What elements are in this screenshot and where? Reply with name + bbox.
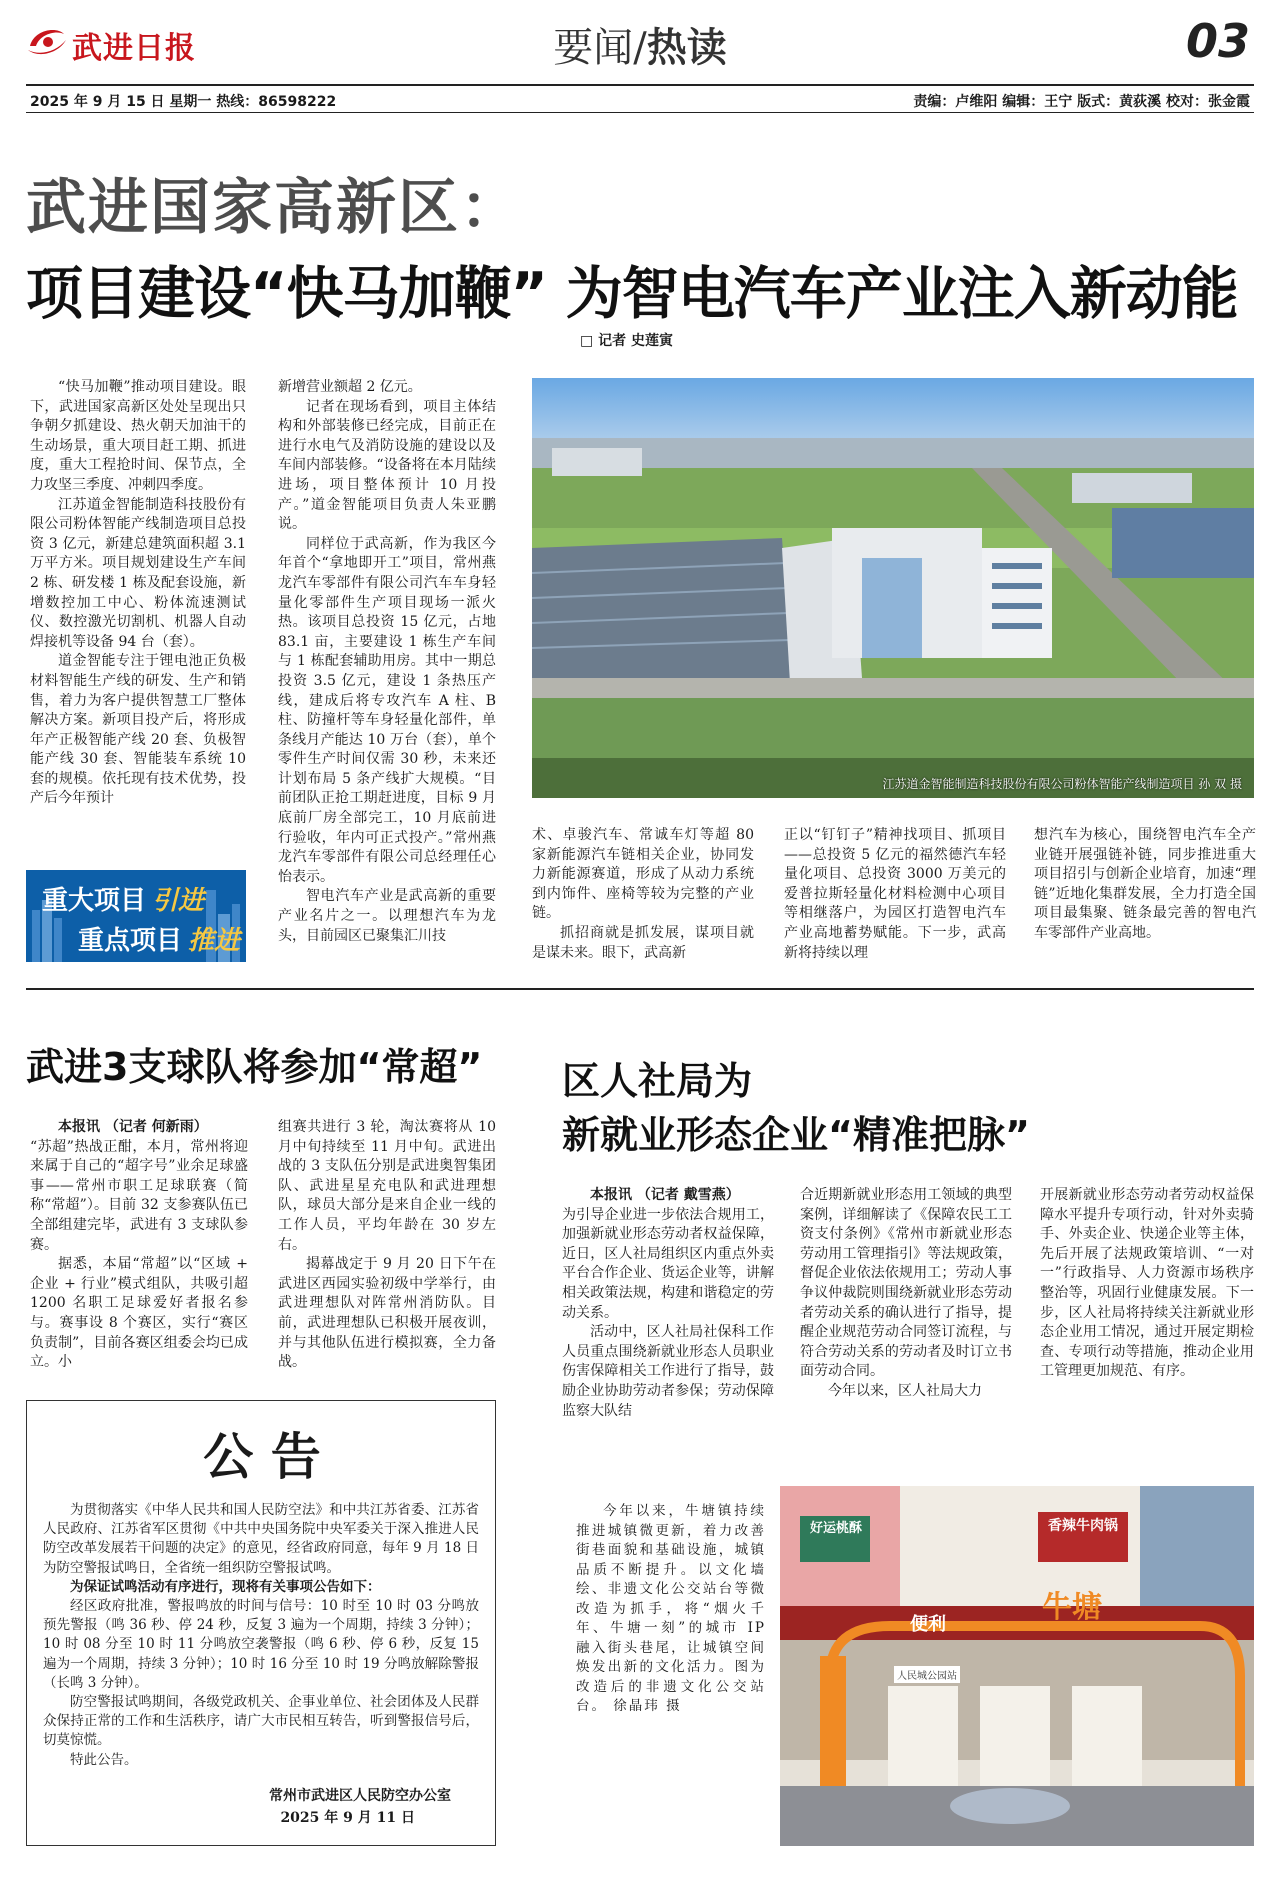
air-raid-notice xyxy=(26,1400,496,1846)
lead-col3-para: 术、卓骏汽车、常诚车灯等超 80 家新能源汽车链相关企业，协同发力新能源赛道，形成了从动力系统到内饰件、座椅等较为完整的产业链。 xyxy=(532,827,754,922)
shop-sign-2: 香辣牛肉锅 xyxy=(1048,1518,1118,1534)
lead-col1-para: “快马加鞭”推动项目建设。眼下，武进国家高新区处处呈现出只争朝夕抓建设、热火朝天加油干的生动场景，重大项目赶工期、抓进度，重大工程抢时间、保节点，全力攻坚三季度、冲刺四季度。 xyxy=(30,379,246,493)
page-number: 03 xyxy=(1185,14,1250,68)
notice-body xyxy=(43,1501,479,1770)
notice-para: 防空警报试鸣期间，各级党政机关、企事业单位、社会团体及人民群众保持正常的工作和生活秩序，请广大市民相互转告，听到警报信号后，切莫惊慌。 xyxy=(43,1694,479,1749)
hr-column-3 xyxy=(1040,1186,1254,1382)
section-title-a: 要闻 xyxy=(553,25,634,71)
editors-line: 责编：卢维阳 编辑：王宁 版式：黄荻溪 校对：张金霞 xyxy=(913,94,1250,110)
masthead-rule xyxy=(26,84,1254,86)
bus-stop-brand: 牛塘 xyxy=(1042,1590,1102,1625)
lead-col2-para: 记者在现场看到，项目主体结构和外部装修已经完成，目前正在进行水电气及消防设施的建设以及车间内部装修。“设备将在本月陆续进场，项目整体预计 10 月投产。”道金智能项目负责人朱亚鹏说。 xyxy=(278,398,496,533)
notice-title: 公 告 xyxy=(203,1427,321,1486)
banner-line-1-accent: 引进 xyxy=(152,886,205,916)
football-column-2 xyxy=(278,1118,496,1373)
section-title xyxy=(0,16,1280,73)
shop-sign-3: 便利 xyxy=(910,1614,946,1635)
section-title-sep: / xyxy=(633,25,647,71)
banner-line-2: 重点项目 xyxy=(78,926,183,956)
football-byline: 本报讯 （记者 何新雨） xyxy=(58,1119,208,1135)
lead-col1-para: 道金智能专注于锂电池正负极材料智能生产线的研发、生产和销售，着力为客户提供智慧工厂整体解决方案。新项目投产后，将形成年产正极智能产线 20 套、负极智能产线 30 套、智能装车系统 10 套的规模。依托现有技术优势，投产后今年预计 xyxy=(30,653,246,807)
hr-col2-para: 合近期新就业形态用工领域的典型案例，详细解读了《保障农民工工资支付条例》《常州市新就业形态劳动用工管理指引》等法规政策，督促企业依法依规用工；劳动人事争议仲裁院则围绕新就业形态劳动者劳动关系的确认进行了指导，提醒企业规范劳动合同签订流程，与符合劳动关系的劳动者及时订立书面劳动合同。 xyxy=(800,1187,1012,1380)
hr-col1-para: 为引导企业进一步依法合规用工，加强新就业形态劳动者权益保障，近日，区人社局组织区内重点外卖平台合作企业、货运企业等，讲解相关政策法规，构建和谐稳定的劳动关系。 xyxy=(562,1206,774,1321)
notice-date: 2025 年 9 月 11 日 xyxy=(280,1810,415,1826)
hr-col3-para: 开展新就业形态劳动者劳动权益保障水平提升专项行动，针对外卖骑手、外卖企业、快递企业等主体，先后开展了法规政策培训、“一对一”行政指导、人力资源市场秩序整治等，巩固行业健康发展。下一步，区人社局将持续关注新就业形态企业用工情况，通过开展定期检查、专项行动等措施，推动企业用工管理更加规范、有序。 xyxy=(1040,1187,1254,1380)
key-projects-banner xyxy=(26,870,246,962)
bus-stop-photo xyxy=(780,1486,1254,1846)
bus-stop-illustration xyxy=(780,1486,1254,1846)
date-line: 2025 年 9 月 15 日 星期一 热线：86598222 xyxy=(30,94,337,110)
bus-stop-label: 人民城公园站 xyxy=(894,1666,960,1683)
notice-issuer: 常州市武进区人民防空办公室 xyxy=(269,1788,451,1804)
hr-headline-1: 区人社局为 xyxy=(562,1059,753,1103)
football-col1-para: “苏超”热战正酣，本月，常州将迎来属于自己的“超字号”业余足球盛事——常州市职工足球联赛（简称“常超”）。目前 32 支参赛队伍已全部组建完毕，武进有 3 支球队参赛。 xyxy=(30,1138,248,1253)
lead-headline-2: 项目建设“快马加鞭” 为智电汽车产业注入新动能 xyxy=(26,261,1238,327)
shop-sign-1: 好运桃酥 xyxy=(809,1521,862,1536)
football-column-1 xyxy=(30,1118,248,1373)
lead-column-4 xyxy=(784,826,1006,963)
bus-stop-caption xyxy=(576,1502,766,1717)
hr-col2-para: 今年以来，区人社局大力 xyxy=(828,1382,982,1399)
section-divider xyxy=(26,988,1254,990)
aerial-photo-caption: 江苏道金智能制造科技股份有限公司粉体智能产线制造项目 孙 双 摄 xyxy=(882,777,1242,791)
hr-headline-2: 新就业形态企业“精准把脉” xyxy=(562,1113,1030,1157)
aerial-photo-illustration xyxy=(532,378,1254,798)
notice-para: 为保证试鸣活动有序进行，现将有关事项公告如下： xyxy=(70,1578,381,1595)
aerial-factory-photo xyxy=(532,378,1254,798)
bus-stop-caption-box xyxy=(562,1486,778,1826)
masthead-rule-bottom xyxy=(26,112,1254,113)
hr-column-1 xyxy=(562,1186,774,1421)
lead-col3-para: 抓招商就是抓发展，谋项目就是谋未来。眼下，武高新 xyxy=(532,924,754,961)
lead-col2-para: 同样位于武高新，作为我区今年首个“拿地即开工”项目，常州燕龙汽车零部件有限公司汽车车身轻量化零部件生产项目现场一派火热。该项目总投资 15 亿元，占地 83.1 亩，主要建设 1 栋生产车间与 1 栋配套辅助用房。其中一期总投资 3.5 亿元，建设 1 条热压产线，建成后将专攻汽车 A 柱、B 柱、防撞杆等车身轻量化部件，单条线月产能达 10 万台（套），单个零件生产时间仅需 30 秒，未来还计划布局 5 条产线扩大规模。“目前团队正抢工期赶进度，目标 9 月底前厂房全部完工，10 月底前进行验收，年内可正式投产。”常州燕龙汽车零部件有限公司总经理任心怡表示。 xyxy=(278,535,496,885)
lead-col2-para: 新增营业额超 2 亿元。 xyxy=(278,379,422,395)
hr-byline: 本报讯 （记者 戴雪燕） xyxy=(590,1187,740,1203)
lead-column-3 xyxy=(532,826,754,963)
hr-column-2 xyxy=(800,1186,1012,1402)
notice-para: 为贯彻落实《中华人民共和国人民防空法》和中共江苏省委、江苏省人民政府、江苏省军区贯彻《中共中央国务院中央军委关于深入推进人民防空改革发展若干问题的决定》的意见，经省政府同意，每年 9 月 18 日为防空警报试鸣日，全省统一组织防空警报试鸣。 xyxy=(43,1502,479,1576)
section-title-b: 热读 xyxy=(646,24,727,71)
football-headline: 武进3支球队将参加“常超” xyxy=(26,1045,483,1089)
football-col1-para: 据悉，本届“常超”以“区域 + 企业 + 行业”模式组队，共吸引超 1200 名职工足球爱好者报名参与。赛事设 8 个赛区，实行“赛区负责制”，目前各赛区组委会均已成立。小 xyxy=(30,1256,248,1371)
lead-col2-para: 智电汽车产业是武高新的重要产业名片之一。以理想汽车为龙头，目前园区已聚集汇川技 xyxy=(278,888,496,944)
lead-column-5 xyxy=(1034,826,1256,944)
notice-para: 经区政府批准，警报鸣放的时间与信号：10 时至 10 时 03 分鸣放预先警报（鸣 36 秒、停 24 秒，反复 3 遍为一个周期，持续 3 分钟）；10 时 08 分至 10 时 11 分鸣放空袭警报（鸣 6 秒、停 6 秒，反复 15 遍为一个周期，持续 3 分钟）；10 时 16 分至 10 时 19 分鸣放解除警报（长鸣 3 分钟）。 xyxy=(43,1598,479,1691)
banner-line-1: 重大项目 xyxy=(42,886,147,916)
logo-text: 武进日报 xyxy=(72,31,196,66)
football-col2-para: 组赛共进行 3 轮，淘汰赛将从 10 月中旬持续至 11 月中旬。武进出战的 3 支队伍分别是武进奥智集团队、武进星星充电队和武进理想队，球员大部分是来自企业一线的工作人员，平均年龄在 30 岁左右。 xyxy=(278,1119,496,1253)
football-col2-para: 揭幕战定于 9 月 20 日下午在武进区西园实验初级中学举行，由武进理想队对阵常州消防队。目前，武进理想队已积极开展夜训，并与其他队伍进行模拟赛，全力备战。 xyxy=(278,1256,496,1371)
bus-stop-caption-text: 今年以来，牛塘镇持续推进城镇微更新，着力改善街巷面貌和基础设施，城镇品质不断提升。以文化墙绘、非遗文化公交站台等微改造为抓手，将“烟火千年、牛塘一刻”的城市 IP 融入街头巷尾，让城镇空间焕发出新的文化活力。图为改造后的非遗文化公交站台。 徐晶玮 摄 xyxy=(576,1503,766,1714)
lead-byline: □ 记者 史莲寅 xyxy=(580,333,673,349)
lead-headline-1: 武进国家高新区： xyxy=(26,173,522,243)
banner-line-2-accent: 推进 xyxy=(188,926,241,956)
lead-col1-para: 江苏道金智能制造科技股份有限公司粉体智能产线制造项目总投资 3 亿元，新建总建筑面积超 3.1 万平方米。项目规划建设生产车间 2 栋、研发楼 1 栋及配套设施，新增数控加工中心、粉体流速测试仪、数控激光切割机、机器人自动焊接机等设备 94 台（套）。 xyxy=(30,496,246,650)
lead-col4-para: 正以“钉钉子”精神找项目、抓项目——总投资 5 亿元的福然德汽车轻量化项目、总投资 3000 万美元的爱普拉斯轻量化材料检测中心项目等相继落户，为园区打造智电汽车产业高地蓄势赋能。下一步，武高新将持续以理 xyxy=(784,827,1006,961)
lead-column-1 xyxy=(30,378,246,809)
lead-col5-para: 想汽车为核心，围绕智电汽车全产业链开展强链补链，同步推进重大项目招引与创新企业培育，加速“理链”近地化集群发展，全力打造全国项目最集聚、链条最完善的智电汽车零部件产业高地。 xyxy=(1034,827,1256,941)
lead-column-2 xyxy=(278,378,496,946)
hr-col1-para: 活动中，区人社局社保科工作人员重点围绕新就业形态人员职业伤害保障相关工作进行了指导，鼓励企业协助劳动者参保；劳动保障监察大队结 xyxy=(562,1324,774,1419)
notice-para: 特此公告。 xyxy=(70,1751,138,1768)
